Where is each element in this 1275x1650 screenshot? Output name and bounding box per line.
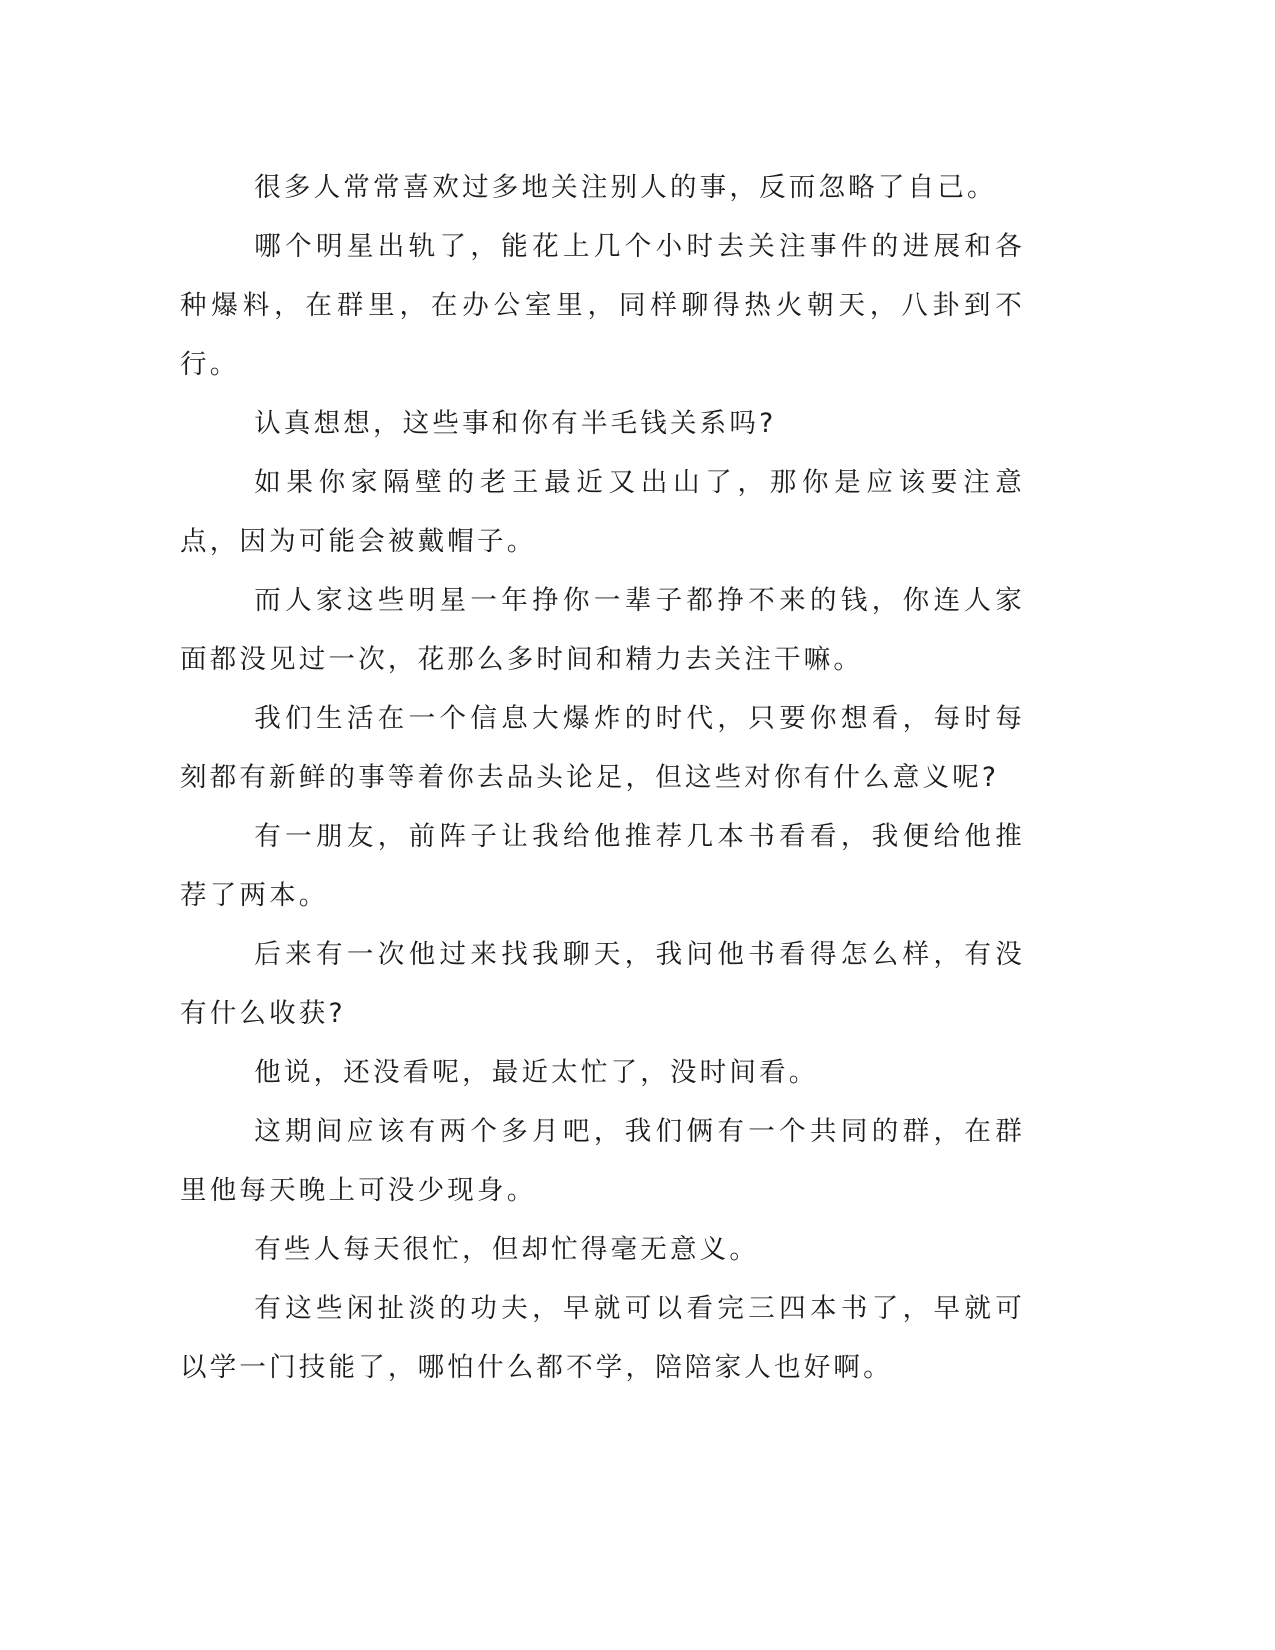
- paragraph: 这期间应该有两个多月吧，我们俩有一个共同的群，在群里他每天晚上可没少现身。: [180, 1116, 1025, 1206]
- body-text: [180, 158, 1025, 1397]
- paragraph: 很多人常常喜欢过多地关注别人的事，反而忽略了自己。: [254, 172, 997, 203]
- paragraph: 认真想想，这些事和你有半毛钱关系吗?: [254, 408, 777, 439]
- paragraph: 如果你家隔壁的老王最近又出山了，那你是应该要注意点，因为可能会被戴帽子。: [180, 467, 1025, 557]
- paragraph: 有些人每天很忙，但却忙得毫无意义。: [254, 1234, 760, 1265]
- paragraph: 而人家这些明星一年挣你一辈子都挣不来的钱，你连人家面都没见过一次，花那么多时间和精力去关注干嘛。: [180, 585, 1025, 675]
- paragraph: 后来有一次他过来找我聊天，我问他书看得怎么样，有没有什么收获?: [180, 939, 1025, 1029]
- paragraph: 哪个明星出轨了，能花上几个小时去关注事件的进展和各种爆料，在群里，在办公室里，同样聊得热火朝天，八卦到不行。: [180, 231, 1025, 380]
- paragraph: 有这些闲扯淡的功夫，早就可以看完三四本书了，早就可以学一门技能了，哪怕什么都不学，陪陪家人也好啊。: [180, 1293, 1025, 1383]
- paragraph: 有一朋友，前阵子让我给他推荐几本书看看，我便给他推荐了两本。: [180, 821, 1025, 911]
- paragraph: 我们生活在一个信息大爆炸的时代，只要你想看，每时每刻都有新鲜的事等着你去品头论足，但这些对你有什么意义呢?: [180, 703, 1025, 793]
- paragraph: 他说，还没看呢，最近太忙了，没时间看。: [254, 1057, 819, 1088]
